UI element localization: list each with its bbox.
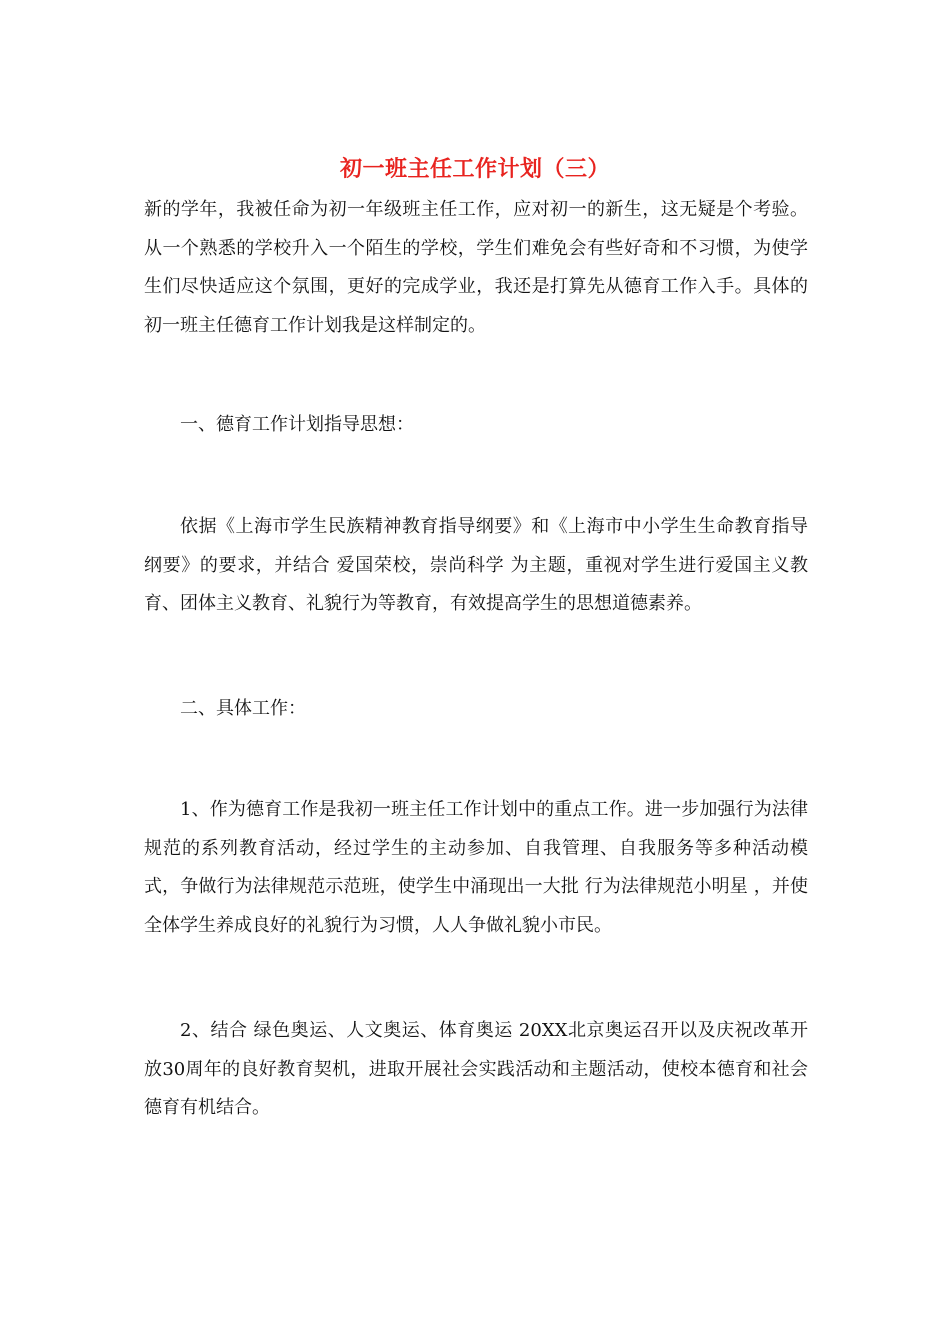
- section-heading-specific-work: 二、具体工作：: [180, 698, 306, 719]
- work-item-2: 2、结合 绿色奥运、人文奥运、体育奥运 20XX北京奥运召开以及庆祝改革开放30周年的良好教育契机，进取开展社会实践活动和主题活动，使校本德育和社会德育有机结合。: [144, 1020, 808, 1118]
- section-heading-guiding-ideology: 一、德育工作计划指导思想：: [180, 414, 414, 435]
- paragraph-intro: 新的学年，我被任命为初一年级班主任工作，应对初一的新生，这无疑是个考验。从一个熟悉的学校升入一个陌生的学校，学生们难免会有些好奇和不习惯，为使学生们尽快适应这个氛围，更好的完成学业，我还是打算先从德育工作入手。具体的初一班主任德育工作计划我是这样制定的。: [144, 199, 808, 336]
- document-title: 初一班主任工作计划（三）: [339, 156, 610, 182]
- paragraph-basis: 依据《上海市学生民族精神教育指导纲要》和《上海市中小学生生命教育指导纲要》的要求，并结合 爱国荣校，崇尚科学 为主题，重视对学生进行爱国主义教育、团体主义教育、礼貌行为等教育，有效提高学生的思想道德素养。: [144, 516, 808, 614]
- work-item-1: 1、作为德育工作是我初一班主任工作计划中的重点工作。进一步加强行为法律规范的系列教育活动，经过学生的主动参加、自我管理、自我服务等多种活动模式，争做行为法律规范示范班，使学生中涌现出一大批 行为法律规范小明星 ，并使全体学生养成良好的礼貌行为习惯，人人争做礼貌小市民。: [144, 799, 808, 936]
